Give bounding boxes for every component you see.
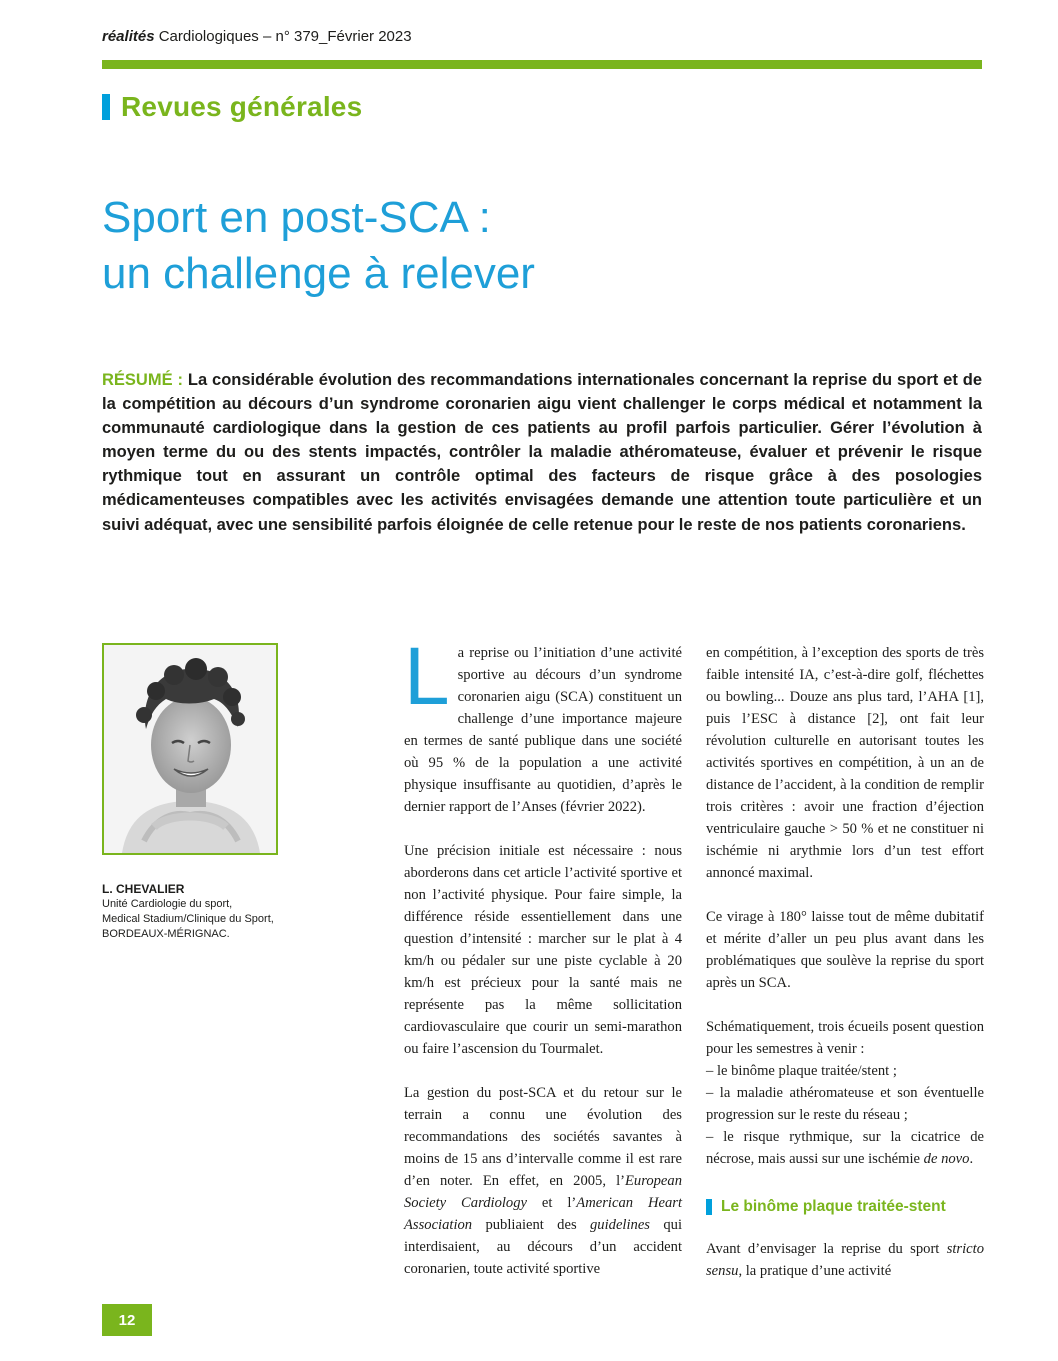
brand-name: réalités [102, 28, 155, 45]
rubric-label: Revues générales [121, 91, 363, 122]
li3-part-b: . [969, 1151, 974, 1167]
p3-italic-esc: European Society Cardiology [404, 1173, 682, 1211]
body-column-2 [706, 642, 984, 1282]
body-paragraph-3 [404, 1082, 682, 1280]
body-paragraph-1 [404, 631, 682, 818]
body-paragraph-6: Schématiquement, trois écueils posent question pour les semestres à venir : [706, 1019, 984, 1057]
list-item-2: – la maladie athéromateuse et son éventuelle progression sur le reste du réseau ; [706, 1085, 984, 1123]
list-item-3 [706, 1126, 984, 1170]
journal-name: Cardiologiques [158, 28, 259, 45]
body-paragraph-7 [706, 1238, 984, 1282]
abstract [102, 368, 982, 537]
p3-italic-guidelines: guidelines [590, 1217, 650, 1233]
subheading-label: Le binôme plaque traitée-stent [721, 1198, 946, 1215]
abstract-lead: RÉSUMÉ : [102, 371, 183, 389]
author-photo [102, 643, 278, 855]
author-affiliation-1: Unité Cardiologie du sport, [102, 898, 233, 910]
author-portrait-illustration [104, 645, 276, 853]
p7-part-a: Avant d’envisager la reprise du sport [706, 1241, 947, 1257]
header-rule [102, 60, 982, 69]
paragraph-1-text: a reprise ou l’initiation d’une activité sportive au décours d’un syndrome coronarien aigu (SCA) constituent un challenge d’une importance majeure en termes de santé publique dans une société où 95 % de la population a une activité physique insuffisante au quotidien, d’après le dernier rapport de l’Anses (février 2022). [404, 645, 682, 815]
p3-part-a: La gestion du post-SCA et du retour sur le terrain a connu une évolution des recommandations des sociétés savantes à moins de 15 ans d’intervalle comme il est rare d’en noter. En effet, en 2005, l’ [404, 1085, 682, 1189]
author-affiliation-3: BORDEAUX-MÉRIGNAC. [102, 928, 230, 940]
author-name: L. CHEVALIER [102, 882, 185, 896]
p3-italic-aha: American Heart Association [404, 1195, 682, 1233]
article-title [102, 190, 922, 302]
p7-italic: stricto sensu [706, 1241, 984, 1279]
body-paragraph-4: en compétition, à l’exception des sports de très faible intensité IA, c’est-à-dire golf, fléchettes ou bowling... Douze ans plus tard, l’AHA [1], puis l’ESC à distance [2], ont fait leur révolution culturelle en autorisant toutes les activités sportives en compétition, à un an de distance de l’accident, à la condition de remplir trois critères : avoir une fraction d’éjection ventriculaire gauche > 50 % et ne constituer ni ischémie ni arythmie lors d’un test effort annoncé maximal. [706, 645, 984, 881]
body-paragraph-5: Ce virage à 180° laisse tout de même dubitatif et mérite d’aller un peu plus avant dans les problématiques que soulève la reprise du sport après un SCA. [706, 909, 984, 991]
subheading [706, 1196, 984, 1218]
p3-part-d: qui interdisaient, au décours d’un accident coronarien, toute activité sportive [404, 1217, 683, 1277]
title-line-1: Sport en post-SCA : [102, 193, 491, 242]
title-line-2: un challenge à relever [102, 249, 535, 298]
subheading-bar [706, 1199, 712, 1215]
list-item-1: – le binôme plaque traitée/stent ; [706, 1063, 897, 1079]
abstract-text: La considérable évolution des recommandations internationales concernant la reprise du sport et de la compétition au décours d’un syndrome coronarien aigu vient challenger le corps médical et notamment la communauté cardiologique dans la gestion de ces patients au profil parfois particulier. Gérer l’évolution à moyen terme du ou des stents impactés, contrôler la maladie athéromateuse, évaluer et prévenir le risque rythmique tout en assurant un contrôle optimal des facteurs de risque grâce à des posologies médicamenteuses compatibles avec les activités envisagées demande une attention toute particulière et un suivi adéquat, avec une sensibilité parfois éloignée de celle retenue pour le reste de nos patients coronariens. [102, 371, 982, 534]
li3-part-a: – le risque rythmique, sur la cicatrice de nécrose, mais aussi sur une ischémie [706, 1129, 984, 1167]
drop-cap: L [404, 631, 450, 722]
masthead [102, 28, 412, 45]
body-paragraph-2: Une précision initiale est nécessaire : nous aborderons dans cet article l’activité sportive et non l’activité physique. Pour faire simple, la différence réside essentiellement dans une question d’intensité : marcher sur le plat à 4 km/h ou pédaler sur une piste cyclable à 20 km/h est précieux pour la santé mais ne représente pas la même sollicitation cardiovasculaire que courir un semi-marathon ou faire l’ascension du Tourmalet. [404, 843, 682, 1057]
section-rubric [102, 90, 362, 124]
page-number: 12 [102, 1304, 152, 1336]
p3-part-c: publiaient des [472, 1217, 590, 1233]
author-affiliation-2: Medical Stadium/Clinique du Sport, [102, 913, 274, 925]
issue-info: – n° 379_Février 2023 [262, 28, 412, 45]
li3-italic: de novo [923, 1151, 970, 1167]
body-column-1 [404, 631, 683, 1280]
author-info [102, 882, 342, 942]
p3-part-b: et l’ [527, 1195, 577, 1211]
rubric-bar [102, 94, 110, 120]
p7-part-b: , la pratique d’une activité [738, 1263, 892, 1279]
